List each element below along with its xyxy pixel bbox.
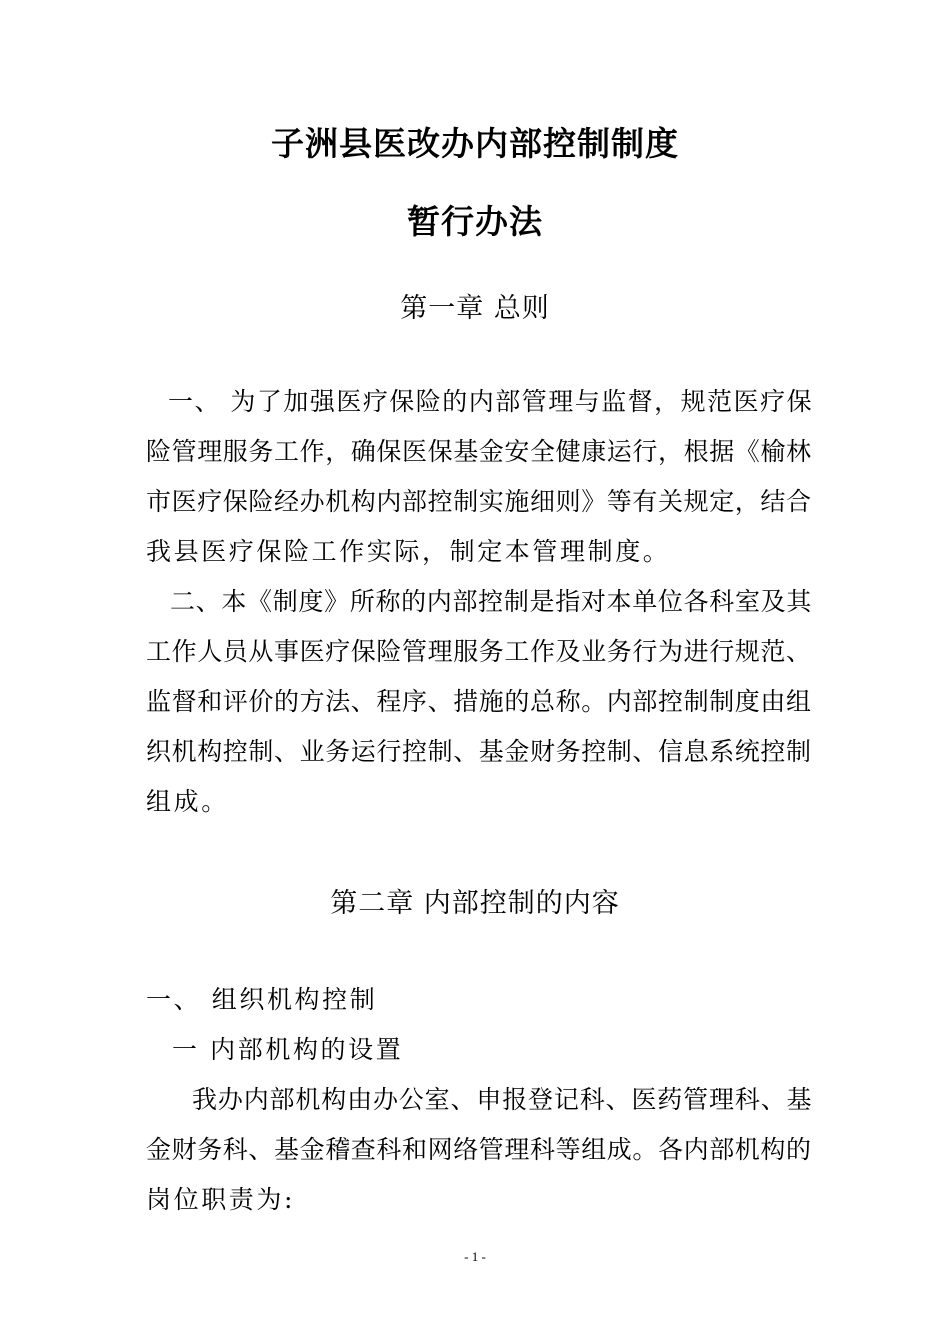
section-heading: 一、 组织机构控制 <box>146 985 378 1014</box>
paragraph-line: 金财务科、基金稽查科和网络管理科等组成。各内部机构的 <box>146 1135 812 1164</box>
chapter-2-heading: 第二章 内部控制的内容 <box>330 888 620 919</box>
paragraph-line: 二、本《制度》所称的内部控制是指对本单位各科室及其 <box>170 587 813 616</box>
paragraph-line: 监督和评价的方法、程序、措施的总称。内部控制制度由组 <box>146 687 812 716</box>
paragraph-line: 市医疗保险经办机构内部控制实施细则》等有关规定，结合 <box>146 487 812 516</box>
document-title-line-1: 子洲县医改办内部控制制度 <box>271 124 679 163</box>
paragraph-line: 我办内部机构由办公室、申报登记科、医药管理科、基 <box>192 1085 813 1114</box>
paragraph-line: 一、 为了加强医疗保险的内部管理与监督，规范医疗保 <box>168 387 814 416</box>
paragraph-line: 岗位职责为: <box>146 1185 296 1214</box>
document-title-line-2: 暂行办法 <box>407 202 543 241</box>
subsection-heading: 一 内部机构的设置 <box>172 1035 404 1064</box>
page-number: - 1 - <box>464 1249 486 1264</box>
paragraph-line: 我县医疗保险工作实际，制定本管理制度。 <box>146 537 671 566</box>
paragraph-line: 工作人员从事医疗保险管理服务工作及业务行为进行规范、 <box>146 637 812 666</box>
paragraph-line: 险管理服务工作，确保医保基金安全健康运行，根据《榆林 <box>146 437 812 466</box>
paragraph-line: 组成。 <box>146 787 229 816</box>
paragraph-line: 织机构控制、业务运行控制、基金财务控制、信息系统控制 <box>146 737 812 766</box>
chapter-1-heading: 第一章 总则 <box>400 293 550 324</box>
